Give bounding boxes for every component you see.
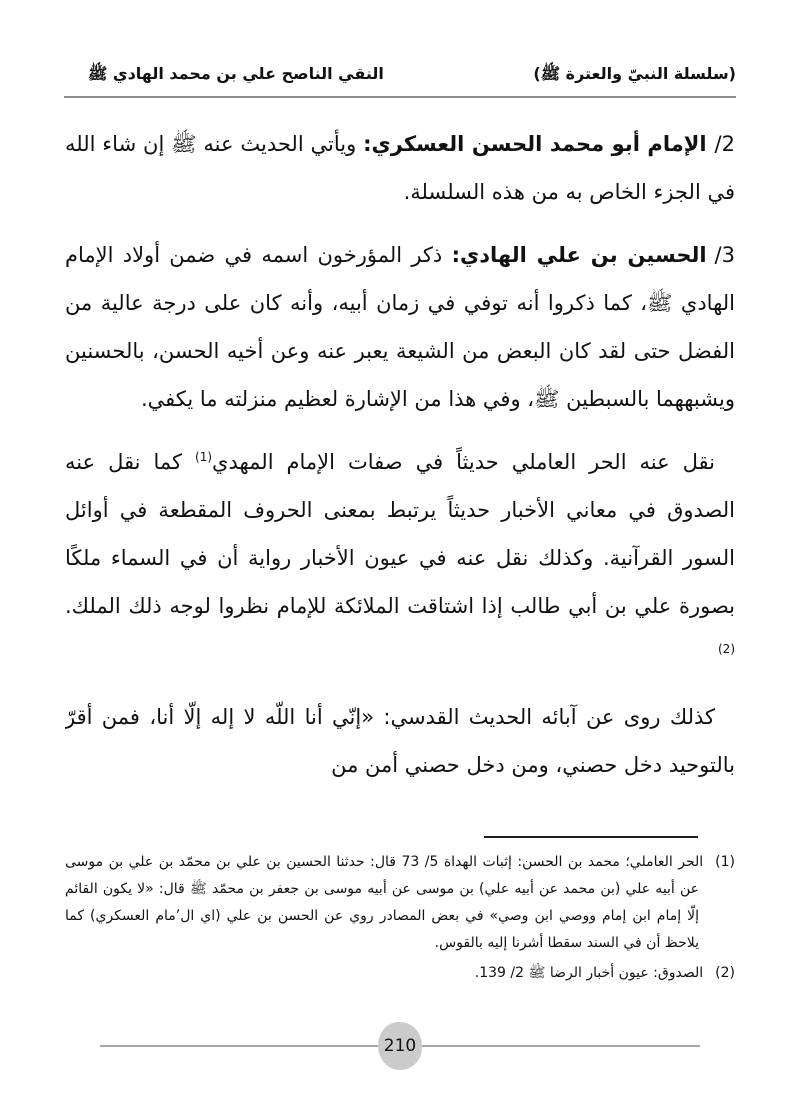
item-3-text: ذكر المؤرخون اسمه في ضمن أولاد الإمام الهادي ﷺ، كما ذكروا أنه توفي في زمان أبيه، وأنه كان على درجة عالية من الفضل حتى لقد كان البعض من الشيعة يعبر عنه وعن أخيه الحسن، بالحسنين ويشبههما بالسبطين ﷺ، وفي هذا من الإشارة لعظيم منزلته ما يكفي. (65, 243, 735, 411)
narrations-text-2: كما نقل عنه الصدوق في معاني الأخبار حديثاً يرتبط بمعنى الحروف المقطعة في أوائل السور القرآنية. وكذلك نقل عنه في عيون الأخبار رواية أن في السماء ملكًا بصورة علي بن أبي طالب إذا اشتاقت الملائكة للإمام نظروا لوجه ذلك الملك. (65, 450, 735, 618)
footnote-item-2 (65, 960, 735, 987)
item-2-lead: الإمام أبو محمد الحسن العسكري: (363, 132, 707, 156)
footnote-ref-1: (1) (195, 450, 213, 464)
list-item-2 (65, 120, 735, 216)
paragraph-hadith-qudsi (65, 693, 735, 789)
footnotes-section (65, 849, 735, 990)
paragraph-narrations (65, 438, 735, 678)
header-rule (64, 96, 736, 98)
narrations-text-1: نقل عنه الحر العاملي حديثاً في صفات الإمام المهدي (212, 450, 716, 474)
footnote-2-marker: (2) (715, 965, 735, 981)
hadith-text: كذلك روى عن آبائه الحديث القدسي: «إنّي أنا اللّه لا إله إلّا أنا، فمن أقرّ بالتوحيد دخل حصني، ومن دخل حصني أمن من (65, 705, 735, 777)
footnote-1-text: الحر العاملي؛ محمد بن الحسن: إثبات الهداة 5/ 73 قال: حدثنا الحسين بن علي بن محمّد بن علي بن موسى عن أبيه علي (بن محمد عن أبيه علي) بن موسى عن أبيه موسى بن جعفر بن محمّد ﷺ قال: «لا يكون القائم إلّا إمام ابن إمام ووصي ابن وصي» في بعض المصادر روي عن الحسن بن علي (اي ال’مام العسكري) كما يلاحظ أن في السند سقطا أشرنا إليه بالقوس. (65, 854, 704, 951)
item-2-marker: 2/ (714, 132, 735, 156)
footnote-2-text: الصدوق: عيون أخبار الرضا ﷺ 2/ 139. (474, 965, 704, 981)
item-2-text: ويأتي الحديث عنه ﷺ إن شاء الله في الجزء الخاص به من هذه السلسلة. (65, 132, 735, 204)
footnote-1-marker: (1) (715, 854, 736, 870)
page-header (64, 48, 736, 97)
header-title-series: (سلسلة النبيّ والعترة ﷺ) (533, 64, 736, 83)
list-item-3 (65, 231, 735, 423)
item-3-lead: الحسين بن علي الهادي: (451, 243, 707, 267)
page-body (65, 120, 735, 832)
footnote-item-1 (65, 849, 735, 957)
header-title-chapter: النقي الناصح علي بن محمد الهادي ﷺ (88, 64, 384, 83)
footnote-separator (484, 836, 698, 838)
page-number: 210 (383, 1036, 417, 1056)
item-3-marker: 3/ (714, 243, 735, 267)
page-number-badge (378, 1022, 422, 1070)
footnote-ref-2: (2) (717, 642, 735, 656)
